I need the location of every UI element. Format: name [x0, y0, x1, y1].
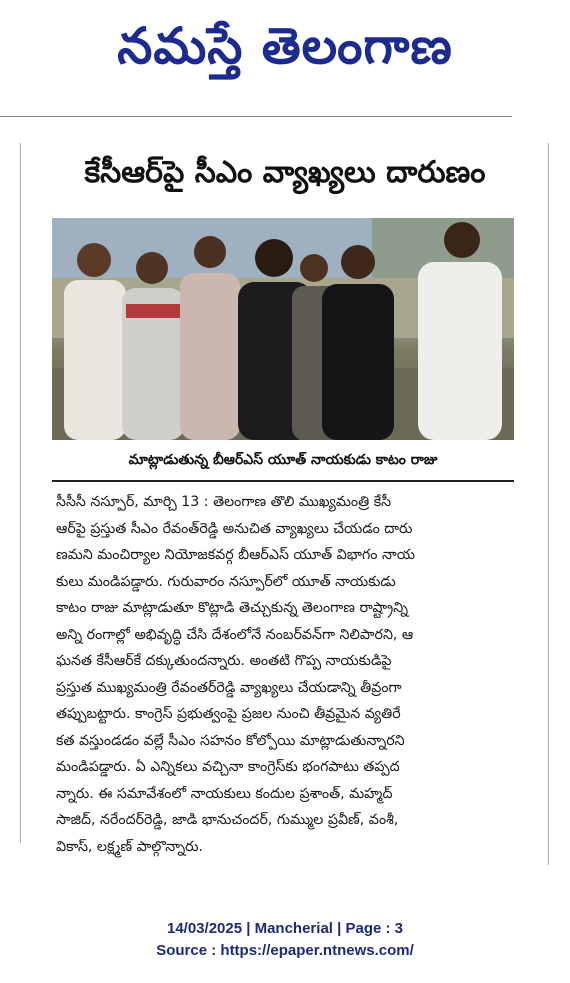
body-line: సీసీసీ నస్పూర్‌, మార్చి 13 : తెలంగాణ తొలి ముఖ్యమంత్రి కేసీ — [56, 494, 392, 510]
body-line: వికాస్‌, లక్ష్మణ్‌ పాల్గొన్నారు. — [56, 838, 204, 855]
footer-source: Source : https://epaper.ntnews.com/ — [156, 942, 414, 959]
masthead — [0, 0, 570, 105]
body-line: ణమని మంచిర్యాల నియోజకవర్గ బీఆర్‌ఎస్‌ యూత్‌ విభాగం నాయ — [56, 547, 415, 563]
body-line: ప్రస్తుత ముఖ్యమంత్రి రేవంతర్‌రెడ్డి వ్యాఖ్యలు చేయడాన్ని తీవ్రంగా — [56, 679, 402, 696]
photo-caption: మాట్లాడుతున్న బీఆర్‌ఎస్‌ యూత్‌ నాయకుడు కాటం రాజు — [52, 442, 514, 482]
body-line: సాజిద్‌, నరేందర్‌రెడ్డి, జాడి భానుచందర్‌, గుమ్ముల ప్రవీణ్‌, వంశీ, — [56, 812, 399, 828]
clip-border-right — [548, 143, 549, 865]
body-line: న్నారు. ఈ సమావేశంలో నాయకులు కందుల ప్రశాంత్‌, మహ్మద్‌ — [56, 785, 393, 802]
body-line: అన్ని రంగాల్లో అభివృద్ధి చేసి దేశంలోనే నంబర్‌వన్‌గా నిలిపారని, ఆ — [56, 626, 414, 643]
news-photo — [52, 218, 514, 440]
body-line: తప్పుబట్టారు. కాంగ్రెస్‌ ప్రభుత్వంపై ప్రజల నుంచి తీవ్రమైన వ్యతిరే — [56, 706, 401, 722]
newspaper-title: నమస్తే తెలంగాణ — [117, 17, 453, 75]
article-body — [56, 489, 540, 860]
body-line: ఘనత కేసీఆర్‌కే దక్కుతుందన్నారు. అంతటి గొప్ప నాయకుడిపై — [56, 653, 392, 669]
body-line: మండిపడ్డారు. ఏ ఎన్నికలు వచ్చినా కాంగ్రెస్‌కు భంగపాటు తప్పద — [56, 759, 400, 775]
group-photo-illustration — [52, 218, 514, 440]
clip-border-left — [20, 143, 21, 843]
body-line: కులు మండిపడ్డారు. గురువారం నస్పూర్‌లో యూత్‌ నాయకుడు — [56, 573, 396, 590]
masthead-divider — [0, 116, 512, 117]
body-line: ఆర్‌పై ప్రస్తుత సీఎం రేవంత్‌రెడ్డి అనుచిత వ్యాఖ్యలు చేయడం దారు — [56, 520, 413, 537]
body-line: కత వస్తుండడం వల్లే సీఎం సహనం కోల్పోయి మాట్లాడుతున్నారని — [56, 732, 405, 749]
article-headline: కేసీఆర్‌పై సీఎం వ్యాఖ్యలు దారుణం — [84, 155, 486, 190]
page-footer — [0, 918, 570, 962]
body-line: కాటం రాజు మాట్లాడుతూ కొట్లాడి తెచ్చుకున్న తెలంగాణ రాష్ట్రాన్ని — [56, 600, 408, 616]
footer-dateline: 14/03/2025 | Mancherial | Page : 3 — [166, 920, 404, 937]
